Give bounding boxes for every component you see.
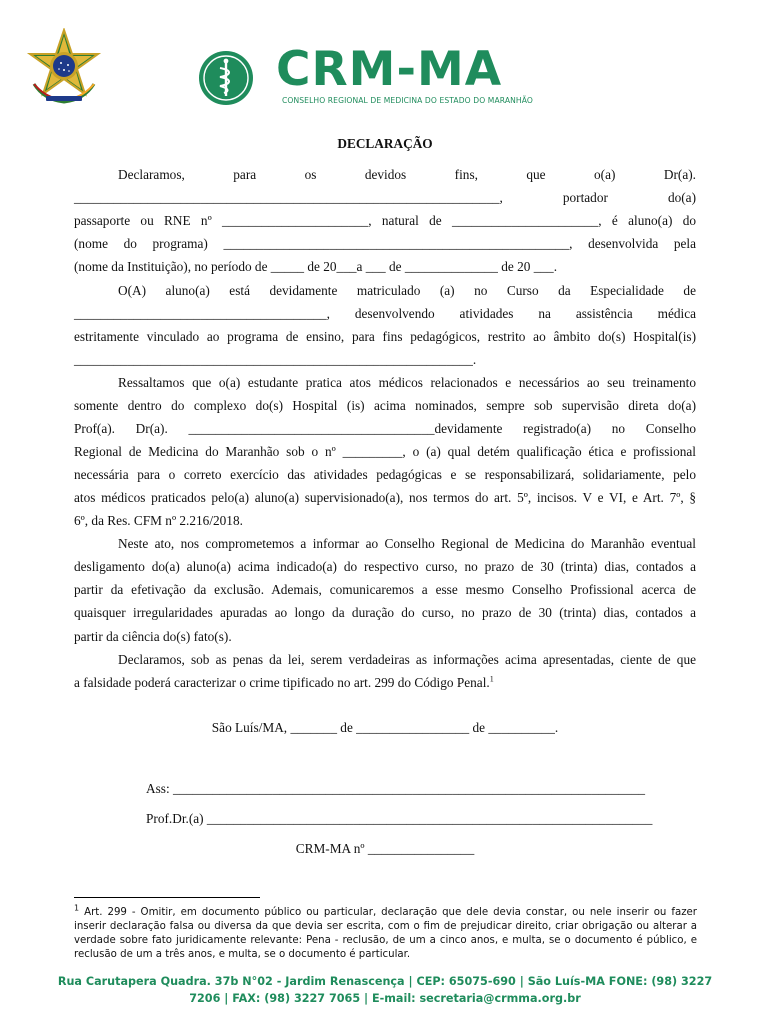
- body-line: estritamente vinculado ao programa de ensino, para fins pedagógicos, restrito ao âmbito do(s) Hospital(is): [74, 329, 696, 344]
- body-line: ____________________________________________________________.: [74, 352, 477, 367]
- footer-address: Rua Carutapera Quadra. 37b N°02 - Jardim Renascença | CEP: 65075-690 | São Luís-MA FONE: (98) 3227: [57, 975, 713, 988]
- footnote-text: Art. 299 - Omitir, em documento público ou particular, declaração que dele devia constar, ou nele inserir ou fazer: [84, 907, 697, 918]
- logo-subtitle: CONSELHO REGIONAL DE MEDICINA DO ESTADO DO MARANHÃO: [282, 96, 533, 105]
- footnote-marker: 1: [489, 674, 494, 684]
- footnote-line: verdade sobre fato juridicamente relevante: Pena - reclusão, de um a cinco anos, e multa, se o documento é público, e: [74, 935, 697, 946]
- body-line: Declaramos, sob as penas da lei, serem verdadeiras as informações acima apresentadas, ciente de que: [118, 652, 696, 667]
- body-line-text: a falsidade poderá caracterizar o crime tipificado no art. 299 do Código Penal.: [74, 675, 490, 690]
- body-line: (nome do programa) ____________________________________________________, desenvolvida pela: [74, 236, 696, 251]
- body-line: ________________________________________________________________, portador do(a): [74, 190, 696, 205]
- footnote-number: 1: [74, 903, 80, 913]
- logo-title: CRM-MA: [276, 42, 503, 97]
- body-line: Regional de Medicina do Maranhão sob o nº _________, o (a) qual detém qualificação ética e profissional: [74, 444, 696, 459]
- body-line: somente dentro do complexo do(s) Hospital (is) acima nominados, sempre sob supervisão direta do(a): [74, 398, 696, 413]
- body-line-with-footnote: [74, 674, 696, 692]
- body-line: quaisquer irregularidades apuradas ao longo da duração do curso, no prazo de 30 (trinta) dias, contados a: [74, 605, 696, 620]
- footnote-line: reclusão de um a três anos, e multa, se o documento é particular.: [74, 949, 411, 960]
- body-line: Ressaltamos que o(a) estudante pratica atos médicos relacionados e necessários ao seu treinamento: [118, 375, 696, 390]
- professor-line: Prof.Dr.(a) ___________________________________________________________________: [146, 811, 653, 826]
- body-line: passaporte ou RNE nº ______________________, natural de ______________________, é aluno(a) do: [74, 213, 696, 228]
- body-line: Declaramos, para os devidos fins, que o(a) Dr(a).: [118, 167, 696, 182]
- footnote-line: [74, 903, 697, 919]
- footnote-divider: [74, 897, 260, 898]
- crm-number-line: CRM-MA nº ________________: [295, 841, 475, 856]
- body-line: (nome da Instituição), no período de _____ de 20___a ___ de ______________ de 20 ___.: [74, 259, 558, 274]
- coat-of-arms-icon: [26, 28, 102, 104]
- body-line: partir da efetivação da exclusão. Ademais, comunicaremos a esse mesmo Conselho Profissional acerca de: [74, 582, 696, 597]
- body-line: desligamento do(a) aluno(a) acima indicado(a) do respectivo curso, no prazo de 30 (trinta) dias, contados a: [74, 559, 696, 574]
- signature-line: Ass: _______________________________________________________________________: [146, 781, 646, 796]
- body-line: 6º, da Res. CFM nº 2.216/2018.: [74, 513, 243, 528]
- footnote-line: inserir declaração falsa ou diversa da que devia ser escrita, com o fim de prejudicar direito, criar obrigação ou alterar a: [74, 921, 697, 932]
- body-line: atos médicos praticados pelo(a) aluno(a) supervisionado(a), nos termos do art. 5º, incisos. V e VI, e Art. 7º, §: [74, 490, 696, 505]
- footer-contact: 7206 | FAX: (98) 3227 7065 | E-mail: secretaria@crmma.org.br: [189, 992, 581, 1005]
- body-line: O(A) aluno(a) está devidamente matriculado (a) no Curso da Especialidade de: [118, 283, 696, 298]
- body-line: Prof(a). Dr(a). _____________________________________devidamente registrado(a) no Conselho: [74, 421, 696, 436]
- body-line: partir da ciência do(s) fato(s).: [74, 629, 232, 644]
- document-title: DECLARAÇÃO: [337, 136, 433, 151]
- body-line: ______________________________________, desenvolvendo atividades na assistência médica: [74, 306, 696, 321]
- body-line: Neste ato, nos comprometemos a informar ao Conselho Regional de Medicina do Maranhão eventual: [118, 536, 696, 551]
- place-date-line: São Luís/MA, _______ de _________________ de __________.: [211, 720, 559, 735]
- crm-ma-emblem-icon: [198, 50, 254, 106]
- body-line: necessária para o correto exercício das atividades pedagógicas e se responsabilizará, solidariamente, pelo: [74, 467, 696, 482]
